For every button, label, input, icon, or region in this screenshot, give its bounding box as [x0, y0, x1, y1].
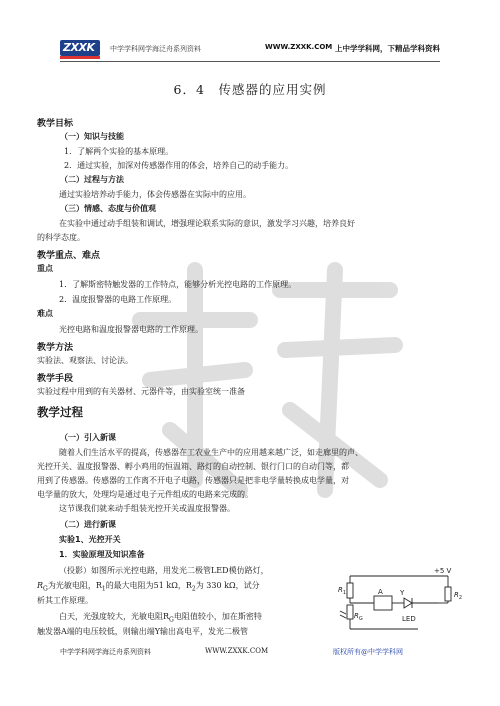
- intro-heading: （一）引入新课: [60, 433, 116, 442]
- process-heading: （二）过程与方法: [60, 175, 124, 184]
- means-text: 实验过程中用到的有关器材、元器件等，由实验室统一准备: [37, 387, 245, 396]
- body-line-4: 白天，光强度较大，光敏电阻$R_G$电阻值较小，加在斯密特: [59, 612, 262, 624]
- knowledge-heading: （一）知识与技能: [60, 132, 124, 141]
- key-label: 重点: [37, 264, 53, 273]
- new-lesson-heading: （二）进行新课: [60, 520, 116, 529]
- experiment-1-heading: 实验1、光控开关: [59, 535, 121, 544]
- key-points-heading: 教学重点、难点: [37, 251, 101, 261]
- body-line-2: $R_G$为光敏电阻，$R_1$的最大电阻为51 kΩ，$R_2$为 330 kΩ，试分: [37, 581, 260, 593]
- r2-label: $R_2$: [454, 591, 463, 601]
- a-label: A: [378, 588, 383, 596]
- led-label: LED: [402, 615, 416, 623]
- footer-left-text: 中学学科网学海泛舟系列资料: [60, 648, 151, 656]
- body-line-3: 析其工作原理。: [37, 596, 93, 605]
- intro-line-2: 光控开关、温度报警器、孵小鸡用的恒温箱、路灯的自动控制、银行门口的自动门等，都: [37, 462, 349, 471]
- body-line-5: 触发器A端的电压较低，则输出端Y输出高电平，发光二极管: [37, 627, 249, 636]
- header-left-text: 中学学科网学海泛舟系列资料: [110, 45, 201, 53]
- page-title: 6．4 传感器的应用实例: [173, 82, 327, 97]
- difficulty-item: 光控电路和温度报警器电路的工作原理。: [59, 325, 203, 334]
- intro-line-4: 电学量的放大，处理均是通过电子元件组成的电路来完成的。: [37, 490, 253, 499]
- header-divider: [60, 61, 440, 62]
- emotion-text-1: 在实验中通过动手组装和调试，增强理论联系实际的意识，激发学习兴趣，培养良好: [59, 219, 355, 228]
- means-heading: 教学手段: [37, 374, 74, 384]
- teaching-process-heading: 教学过程: [37, 405, 83, 419]
- experiment-1-subheading: 1．实验原理及知识准备: [59, 550, 145, 559]
- r2-resistor: [445, 587, 451, 601]
- r1-resistor: [347, 583, 353, 598]
- led-diode: [404, 598, 412, 608]
- intro-line-3: 用到了传感器。传感器的工作离不开电子电路，传感器只是把非电学量转换成电学量，对: [37, 476, 349, 485]
- intro-line-5: 这节课我们就来动手组装光控开关或温度报警器。: [59, 504, 235, 513]
- zxxk-logo: [60, 40, 100, 56]
- knowledge-item-1: 1．了解两个实验的基本原理。: [64, 147, 174, 156]
- rg-label: $R_G$: [354, 612, 363, 622]
- key-item-1: 1．了解斯密特触发器的工作特点，能够分析光控电路的工作原理。: [59, 280, 297, 289]
- footer-copyright[interactable]: 版权所有@中学学科网: [333, 648, 403, 656]
- process-text: 通过实验培养动手能力，体会传感器在实际中的应用。: [59, 190, 251, 199]
- logo-underline: [60, 56, 100, 59]
- logo-text: ZXXK: [63, 41, 95, 54]
- header-right-text: 上中学学科网，下精品学科资料: [335, 44, 440, 53]
- y-label: Y: [400, 589, 405, 597]
- emotion-heading: （三）情感、态度与价值观: [60, 204, 156, 213]
- r1-label: $R_1$: [338, 586, 347, 596]
- footer-url[interactable]: WWW.ZXXK.COM: [205, 647, 269, 655]
- difficulty-label: 难点: [37, 309, 53, 318]
- method-text: 实验法、观察法、讨论法。: [37, 356, 133, 365]
- schmitt-trigger: [374, 596, 392, 610]
- rg-photoresistor: [347, 605, 353, 619]
- header-url[interactable]: WWW.ZXXK.COM: [265, 43, 333, 51]
- method-heading: 教学方法: [37, 343, 74, 353]
- voltage-label: +5 V: [434, 567, 452, 575]
- emotion-text-2: 的科学态度。: [37, 233, 85, 242]
- page-header: [60, 40, 440, 62]
- body-line-1: （投影）如图所示光控电路，用发光二极管LED模仿路灯，: [59, 566, 269, 575]
- intro-line-1: 随着人们生活水平的提高，传感器在工农业生产中的应用越来越广泛，如走廊里的声、: [59, 448, 363, 457]
- knowledge-item-2: 2．通过实验，加深对传感器作用的体会，培养自己的动手能力。: [64, 161, 294, 170]
- goals-heading: 教学目标: [37, 119, 74, 129]
- key-item-2: 2．温度报警器的电路工作原理。: [59, 295, 177, 304]
- light-control-circuit-diagram: [338, 565, 466, 635]
